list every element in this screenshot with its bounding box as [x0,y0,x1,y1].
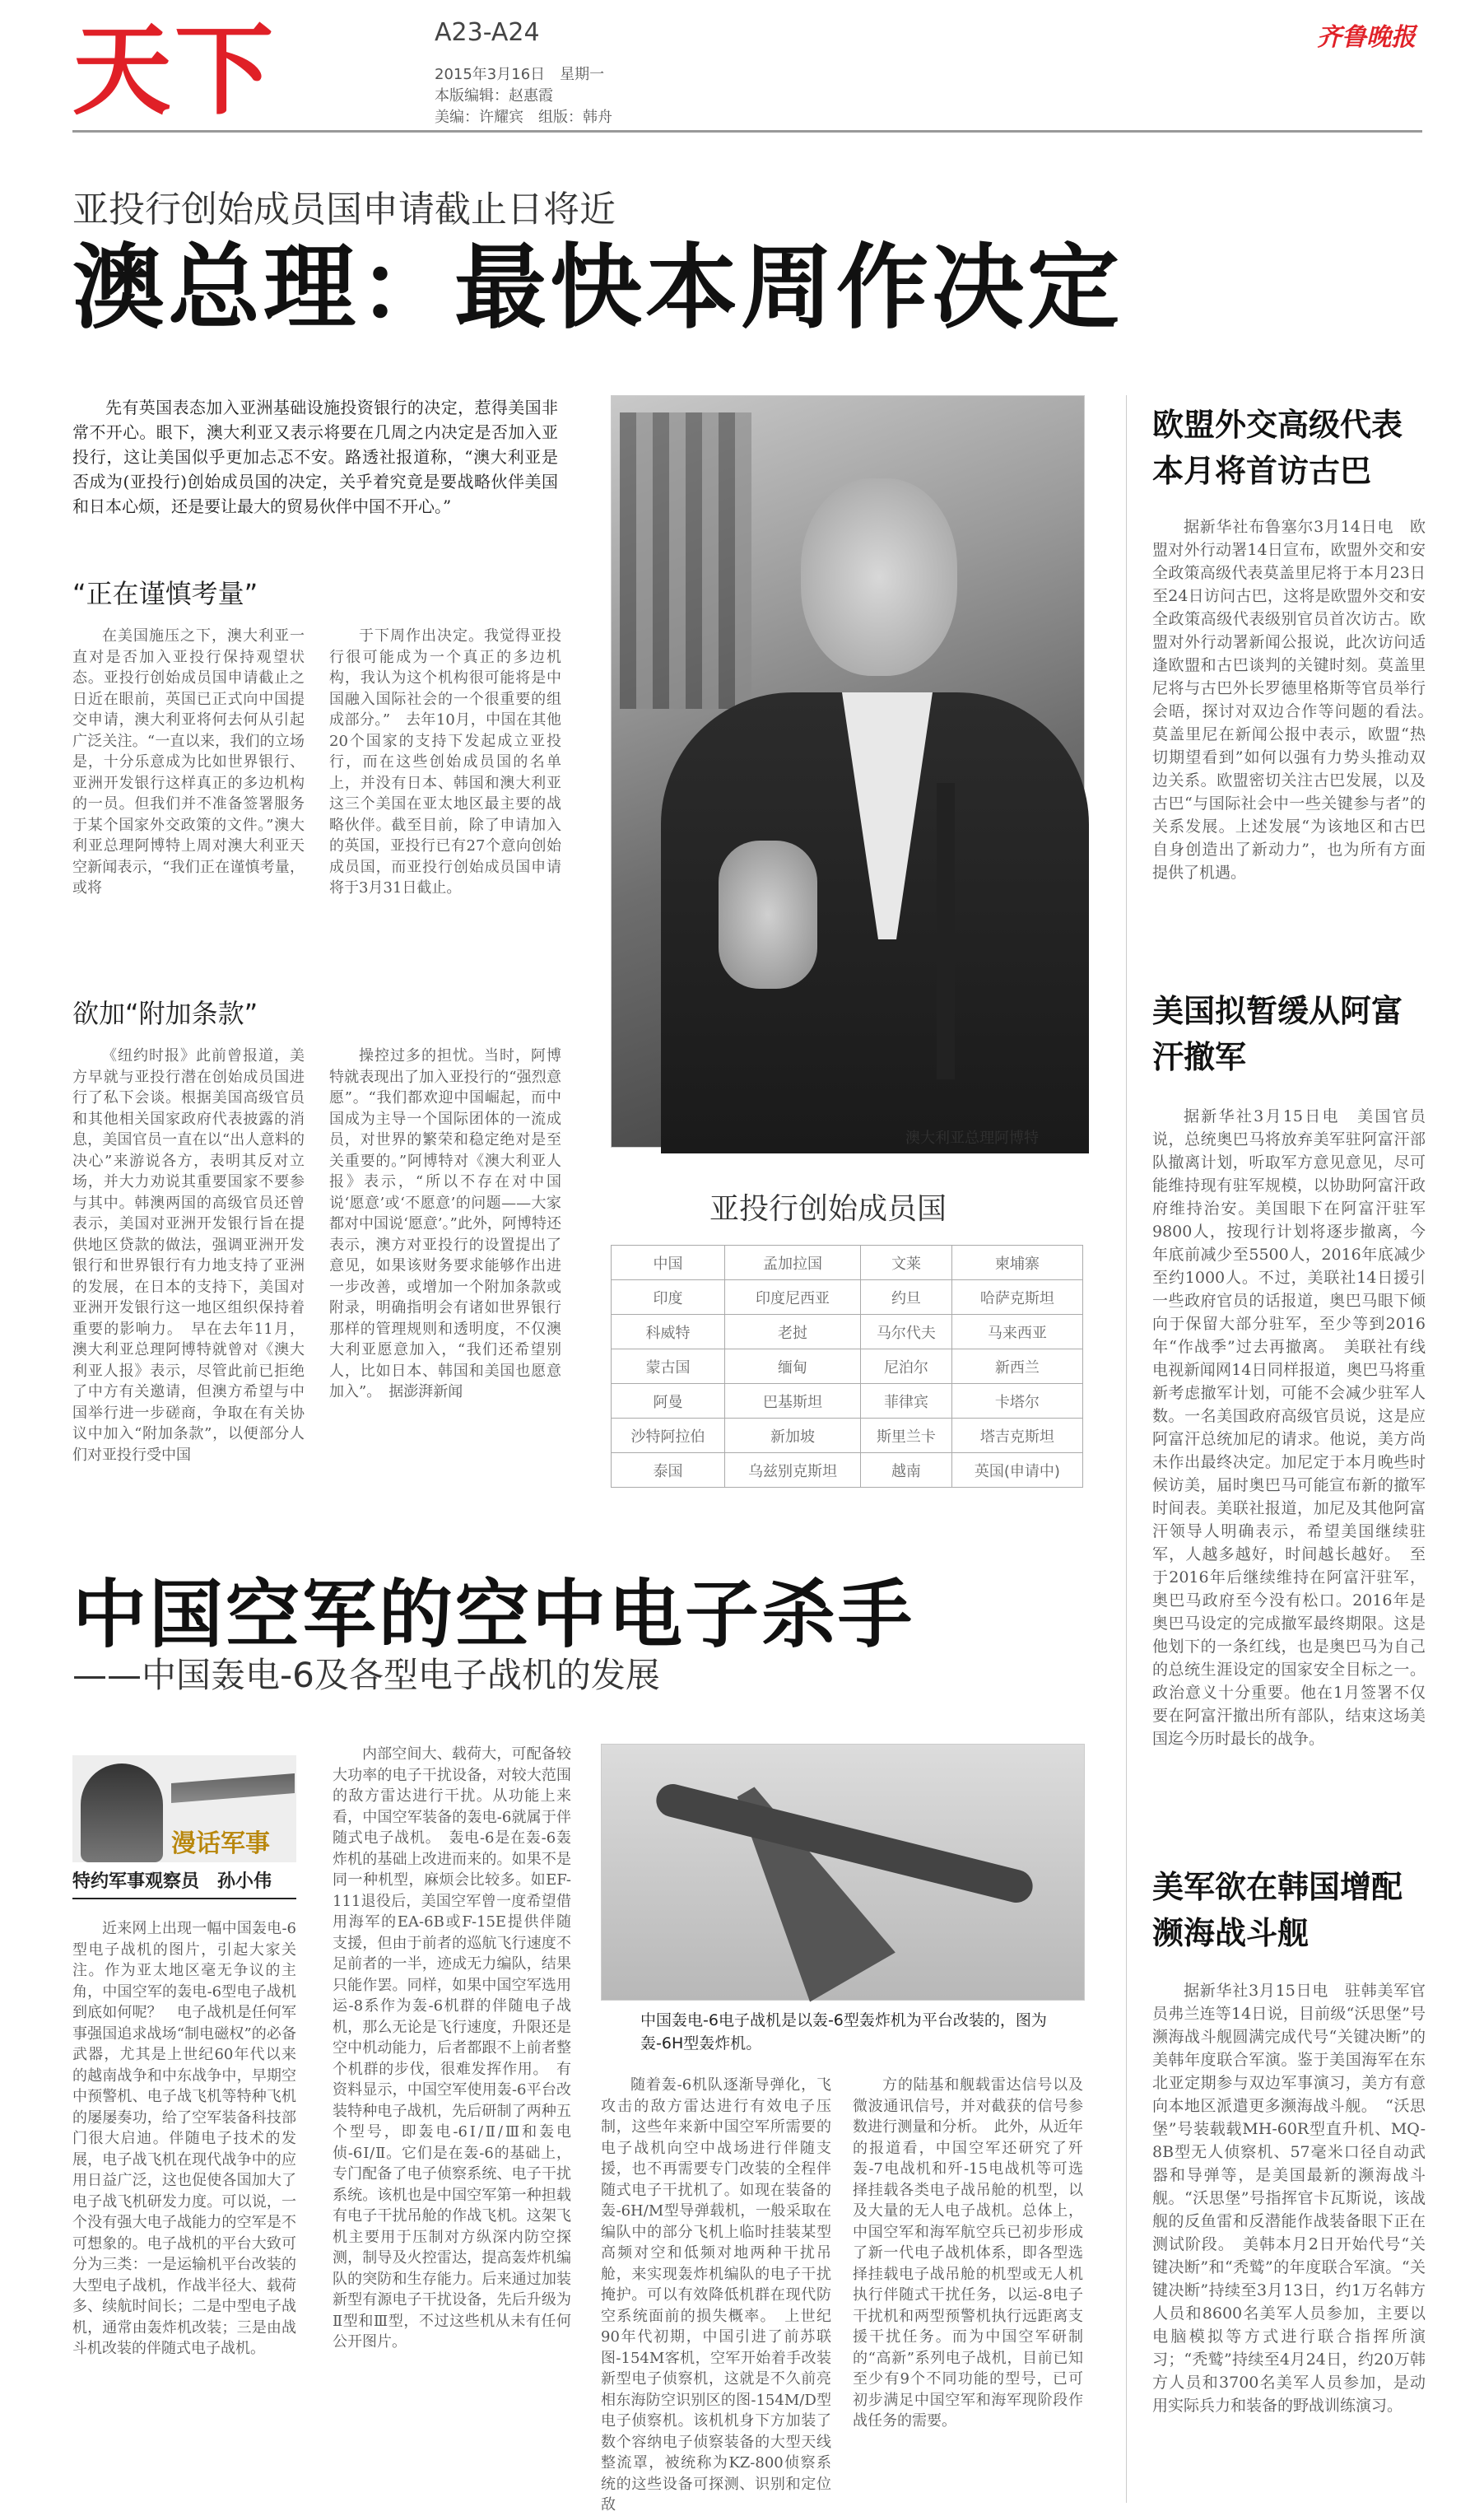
editor-credit: 本版编辑：赵惠霞 [435,87,553,105]
paragraph: 据新华社3月15日电 驻韩美军官员弗兰连等14日说，目前级“沃思堡”号濒海战斗舰圆满完成代号“关键决断”的美韩年度联合军演。鉴于美国海军在东北亚定期参与双边军事演习，美方有意向本地区派遣更多濒海战斗舰。 “沃思堡”号装载载MH-60R型直升机、MQ-8B型无人侦察机、57毫米口径自动武器和导弹等，是美国最新的濒海战斗舰。“沃思堡”号指挥官卡瓦斯说，该战舰的反鱼雷和反潜能作战装备眼下正在测试阶段。 美韩本月2日开始代号“关键决断”和“秃鹫”的年度联合军演。“关键决断”持续至3月13日，约1万名韩方人员和8600名美军人员参加，主要以电脑模拟等方式进行联合指挥所演习；“秃鹫”持续至4月24日，约20万韩方人员和3700名美军人员参加，是动用实际兵力和装备的野战训练演习。 [1152,1982,1426,2415]
founders-table-cell: 阿曼 [612,1384,725,1419]
founders-table-cell: 印度尼西亚 [724,1280,860,1315]
design-credit: 美编：许耀宾 组版：韩舟 [435,109,612,126]
newspaper-brand: 齐鲁晚报 [1317,23,1416,52]
paragraph: 操控过多的担忧。当时，阿博特就表现出了加入亚投行的“强烈意愿”。“我们都欢迎中国崛起，而中国成为主导一个国际团体的一流成员，对世界的繁荣和稳定绝对是至关重要的。”阿博特对《澳大利亚人报》表示，“所以不存在对中国说‘愿意’或‘不愿意’的问题——大家都对中国说‘愿意’。”此外，阿博特还表示，澳方对亚投行的设置提出了意见，如果该财务要求能够作出进一步改善，或增加一个附加条款或附录，明确指明会有诸如世界银行那样的管理规则和透明度，不仅澳大利亚愿意加入，“我们还希望别人，比如日本、韩国和美国也愿意加入”。 据澎湃新闻 [329,1047,561,1400]
paragraph: 在美国施压之下，澳大利亚一直对是否加入亚投行保持观望状态。亚投行创始成员国申请截止之日近在眼前，英国已正式向中国提交申请，澳大利亚将何去何从引起广泛关注。“一直以来，我们的立场是，十分乐意成为比如世界银行、亚洲开发银行这样真正的多边机构的一员。但我们并不准备签署服务于某个国家外交政策的文件。”澳大利亚总理阿博特上周对澳大利亚天空新闻表示，“我们正在谨慎考量，或将 [72,627,305,897]
side2-title: 美国拟暂缓从阿富汗撤军 [1152,993,1403,1075]
side3-body [1152,1979,1426,2498]
founders-table-cell: 尼泊尔 [861,1349,952,1384]
story2-column-3 [601,2075,831,2514]
column-brand: 漫话军事 [171,1829,270,1858]
founders-table-cell: 斯里兰卡 [861,1419,952,1453]
side1-title: 欧盟外交高级代表本月将首访古巴 [1152,407,1403,489]
header-divider [72,130,1422,133]
founders-table-cell: 哈萨克斯坦 [951,1280,1082,1315]
issue-date: 2015年3月16日 星期一 [435,66,605,83]
paragraph: 于下周作出决定。我觉得亚投行很可能成为一个真正的多边机构，我认为这个机构很可能将是中国融入国际社会的一个很重要的组成部分。” 去年10月，中国在其他20个国家的支持下发起成立亚投行，而在这些创始成员国的名单上，并没有日本、韩国和澳大利亚这三个美国在亚太地区最主要的战略伙伴。截至目前，除了申请加入的英国，亚投行已有27个意向创始成员国，而亚投行创始成员国申请将于3月31日截止。 [329,627,561,897]
abbott-photo-caption: 澳大利亚总理阿博特 [905,1130,1039,1147]
story1-sub2-column-2 [329,1046,561,1490]
side3-title: 美军欲在韩国增配濒海战斗舰 [1152,1869,1403,1951]
founders-table-cell: 柬埔寨 [951,1246,1082,1280]
founders-table-cell: 越南 [861,1453,952,1488]
story1-sub1-column-2 [329,626,561,1013]
founders-table-cell: 老挝 [724,1315,860,1349]
founders-table-cell: 菲律宾 [861,1384,952,1419]
founders-table-cell: 巴基斯坦 [724,1384,860,1419]
side1-body [1152,515,1442,960]
founders-table-cell: 蒙古国 [612,1349,725,1384]
page-numbers: A23-A24 [435,18,540,47]
founders-table-cell: 马来西亚 [951,1315,1082,1349]
founders-table-row [612,1246,1083,1280]
story1-lead: 先有英国表态加入亚洲基础设施投资银行的决定，惹得美国非常不开心。眼下，澳大利亚又表示将要在几周之内决定是否加入亚投行，这让美国似乎更加忐忑不安。路透社报道称，“澳大利亚是否成为(亚投行)创始成员国的决定，关乎着究竟是要战略伙伴美国和日本心烦，还是要让最大的贸易伙伴中国不开心。” [72,398,558,516]
columnist-banner [72,1755,296,1862]
h6-jet-photo [601,1744,1085,2001]
founders-table-cell: 科威特 [612,1315,725,1349]
microphone-shape [937,783,955,1079]
paragraph: 《纽约时报》此前曾报道，美方早就与亚投行潜在创始成员国进行了私下会谈。根据美国高级官员和其他相关国家政府代表披露的消息，美国官员一直在以“出人意料的决心”来游说各方，表明其反对立场，并大力劝说其重要国家不要参与其中。韩澳两国的高级官员还曾表示，美国对亚洲开发银行旨在提供地区贷款的做法，强调亚洲开发银行和世界银行有力地支持了亚洲的发展，在日本的支持下，美国对亚洲开发银行这一地区组织保持着重要的影响力。 早在去年11月，澳大利亚总理阿博特就曾对《澳大利亚人报》表示，尽管此前已拒绝了中方有关邀请，但澳方希望与中国举行进一步磋商，争取在有关协议中加入“附加条款”，以便部分人们对亚投行受中国 [72,1047,305,1464]
story2-column-2 [333,1744,571,2495]
page-meta [435,64,612,128]
founders-table-cell: 新加坡 [724,1419,860,1453]
founders-table-cell: 中国 [612,1246,725,1280]
founders-table-cell: 新西兰 [951,1349,1082,1384]
flag-shape [620,412,751,709]
story2-column-4 [853,2075,1083,2495]
founders-table-row [612,1280,1083,1315]
founders-table-cell: 印度 [612,1280,725,1315]
founders-table-title: 亚投行创始成员国 [709,1192,947,1226]
story1-headline: 澳总理：最快本周作决定 [72,235,1123,342]
founders-table-cell: 马尔代夫 [861,1315,952,1349]
founders-table-cell: 泰国 [612,1453,725,1488]
founders-table [611,1245,1083,1488]
paragraph: 方的陆基和舰载雷达信号以及微波通讯信号，并对截获的信号参数进行测量和分析。 此外，从近年的报道看，中国空军还研究了歼轰-7电战机和歼-15电战机等可选择挂载各类电子战吊舱的机型，以及大量的无人电子战机。总体上，中国空军和海军航空兵已初步形成了新一代电子战机体系，即各型选择挂载电子战吊舱的机型或无人机执行伴随式干扰任务，以运-8电子干扰机和两型预警机执行远距离支援干扰任务。而为中国空军研制的“高新”系列电子战机，目前已知至少有9个不同功能的型号，已可初步满足中国空军和海军现阶段作战任务的需要。 [853,2076,1083,2430]
founders-table-cell: 文莱 [861,1246,952,1280]
founders-table-row [612,1349,1083,1384]
right-column-divider [1126,395,1127,2503]
founders-table-row [612,1384,1083,1419]
founders-table-cell: 约旦 [861,1280,952,1315]
founders-table-row [612,1453,1083,1488]
paragraph: 据新华社3月15日电 美国官员说，总统奥巴马将放弃美军驻阿富汗部队撤离计划，听取军方意见意见，尽可能维持现有驻军规模，以协助阿富汗政府维持治安。美国眼下在阿富汗驻军9800人，按现行计划将逐步撤离，今年底前减少至5500人，2016年底减少至约1000人。不过，美联社14日援引一些政府官员的话报道，奥巴马眼下倾向于保留大部分驻军，至少等到2016年“作战季”过去再撤离。 美联社有线电视新闻网14日同样报道，奥巴马将重新考虑撤军计划，可能不会减少驻军人数。一名美国政府高级官员说，这是应阿富汗总统加尼的请求。他说，美方尚未作出最终决定。加尼定于本月晚些时候访美，届时奥巴马可能宣布新的撤军时间表。美联社报道，加尼及其他阿富汗领导人明确表示，希望美国继续驻军，人越多越好，时间越长越好。 至于2016年后继续维持在阿富汗驻军，奥巴马政府至今没有松口。2016年是奥巴马设定的完成撤军最终期限。这是他划下的一条红线，也是奥巴马为自己的总统生涯设定的国家安全目标之一。政治意义十分重要。他在1月签署不仅要在阿富汗撤出所有部队，结束这场美国迄今历时最长的战争。 [1152,1107,1426,1748]
section-logo: 天下 [72,14,277,128]
abbott-photo [611,395,1085,1148]
founders-table-cell: 沙特阿拉伯 [612,1419,725,1453]
jet-fuselage-shape [653,1781,1036,1907]
face-shape [801,478,957,676]
story2-subhead: ——中国轰电-6及各型电子战机的发展 [72,1655,660,1695]
jet-graphic [171,1764,295,1813]
story1-kicker: 亚投行创始成员国申请截止日将近 [72,189,616,231]
founders-table-cell: 乌兹别克斯坦 [724,1453,860,1488]
hand-shape [719,841,817,989]
founders-table-row [612,1315,1083,1349]
founders-table-cell: 卡塔尔 [951,1384,1082,1419]
paragraph: 内部空间大、载荷大，可配备较大功率的电子干扰设备，对较大范围的敌方雷达进行干扰。从功能上来看，中国空军装备的轰电-6就属于伴随式电子战机。 轰电-6是在轰-6轰炸机的基础上改进而来的。如果不是同一种机型，麻烦会比较多。如EF-111退役后，美国空军曾一度希望借用海军的EA-6B或F-15E提供伴随支援，但由于前者的巡航飞行速度不足前者的一半，迹成无力编队，结果只能作罢。同样，如果中国空军选用运-8系作为轰-6机群的伴随电子战机，那么无论是飞行速度，升限还是空中机动能力，后者都跟不上前者整个机群的步伐，很难发挥作用。 有资料显示，中国空军使用轰-6平台改装特种电子战机，先后研制了两种五个型号，即轰电-6Ⅰ/Ⅱ/Ⅲ和轰电侦-6Ⅰ/Ⅱ。它们是在轰-6的基础上，专门配备了电子侦察系统、电子干扰系统。该机也是中国空军第一种担载有电子干扰吊舱的作战飞机。这架飞机主要用于压制对方纵深内防空探测，制导及火控雷达，提高轰炸机编队的突防和生存能力。后来通过加装新型有源电子干扰设备，先后升级为Ⅱ型和Ⅲ型，不过这些机从未有任何公开图片。 [333,1745,571,2351]
founders-table-cell: 塔吉克斯坦 [951,1419,1082,1453]
h6-jet-photo-caption: 中国轰电-6电子战机是以轰-6型轰炸机为平台改装的，图为轰-6H型轰炸机。 [640,2011,1047,2052]
story1-subhead-1: “正在谨慎考量” [72,578,258,609]
story2-column-1 [72,1918,296,2495]
paragraph: 近来网上出现一幅中国轰电-6型电子战机的图片，引起大家关注。作为亚太地区毫无争议的主角，中国空军的轰电-6型电子战机到底如何呢？ 电子战机是任何军事强国追求战场“制电磁权”的必备武器，尤其是上世纪60年代以来的越南战争和中东战争中，早期空中预警机、电子战飞机等特种飞机的屡屡奏功，给了空军装备科技部门很大启迪。伴随电子技术的发展，电子战飞机在现代战争中的应用日益广泛，这也促使各国加大了电子战飞机研发力度。可以说，一个没有强大电子战能力的空军是不可想象的。电子战机的平台大致可分为三类：一是运输机平台改装的大型电子战机，作战半径大、载荷多、续航时间长；二是中型电子战机，通常由轰炸机改装；三是由战斗机改装的伴随式电子战机。 [72,1920,296,2357]
founders-table-cell: 缅甸 [724,1349,860,1384]
story1-subhead-2: 欲加“附加条款” [72,998,258,1029]
story2-headline: 中国空军的空中电子杀手 [72,1572,914,1658]
side2-body [1152,1105,1426,1838]
columnist-byline: 特约军事观察员 孙小伟 [72,1867,296,1899]
story1-sub1-column-1 [72,626,305,1013]
founders-table-row [612,1419,1083,1453]
paragraph: 随着轰-6机队逐渐导弹化，飞攻击的敌方雷达进行有效电子压制，这些年来新中国空军所需要的电子战机向空中战场进行伴随支援，也不再需要专门改装的全程伴随式电子干扰机了。如现在装备的轰-6H/M型导弹载机，一般采取在编队中的部分飞机上临时挂装某型高频对空和低频对地两种干扰吊舱，来实现轰炸机编队的电子干扰掩护。可以有效降低机群在现代防空系统面前的损失概率。 上世纪90年代初期，中国引进了前苏联图-154M客机，空军开始着手改装新型电子侦察机，这就是不久前亮相东海防空识别区的图-154M/D型电子侦察机。该机机身下方加装了数个容纳电子侦察装备的大型天线整流罩，被统称为KZ-800侦察系统的这些设备可探测、识别和定位敌 [601,2076,831,2514]
founders-table-cell: 孟加拉国 [724,1246,860,1280]
paragraph: 据新华社布鲁塞尔3月14日电 欧盟对外行动署14日宣布，欧盟外交和安全政策高级代表莫盖里尼将于本月23日至24日访问古巴，这将是欧盟外交和安全政策高级代表级别官员首次访古。欧盟对外行动署新闻公报说，此次访问适逢欧盟和古巴谈判的关键时刻。莫盖里尼将与古巴外长罗德里格斯等官员举行会晤，探讨对双边合作等问题的看法。 莫盖里尼在新闻公报中表示，欧盟“热切期望看到”如何以强有力势头推动双边关系。欧盟密切关注古巴发展，以及古巴“与国际社会中一些关键参与者”的关系发展。上述发展“为该地区和古巴自身创造出了新动力”，也为所有方面提供了机遇。 [1152,518,1442,882]
story1-sub2-column-1 [72,1046,305,1490]
founders-table-cell: 英国(申请中) [951,1453,1082,1488]
columnist-photo [81,1764,163,1862]
